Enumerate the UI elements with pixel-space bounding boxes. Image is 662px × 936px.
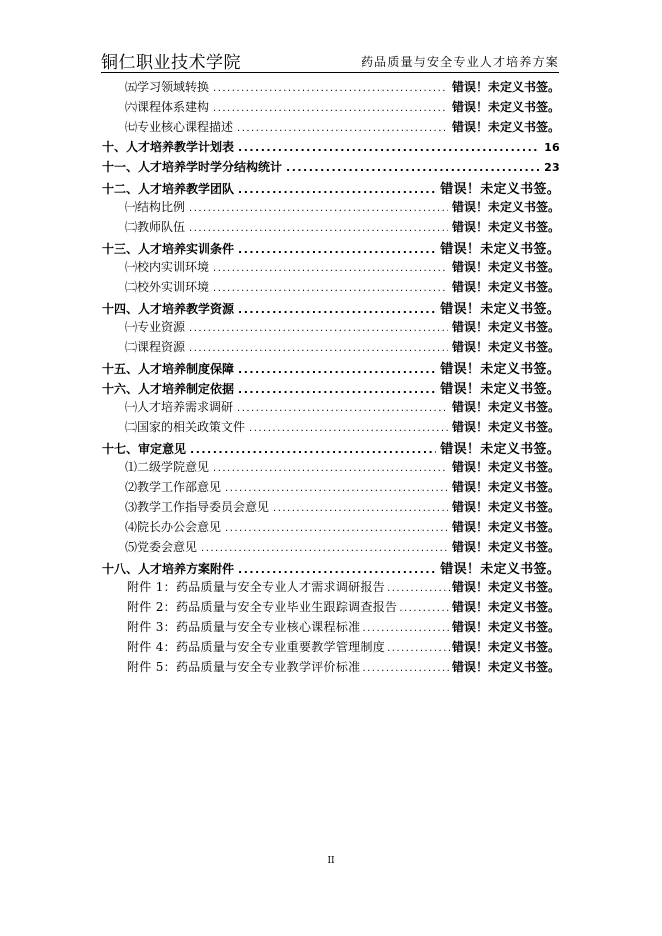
toc-entry[interactable] bbox=[125, 478, 560, 498]
toc-entry-title: 十二、人才培养教学团队 bbox=[102, 182, 235, 196]
toc-entry-page: 错误！未定义书签。 bbox=[451, 660, 560, 674]
toc-entry-page: 错误！未定义书签。 bbox=[440, 562, 560, 577]
toc-entry[interactable] bbox=[102, 358, 560, 378]
toc-entry-title: 十一、人才培养学时学分结构统计 bbox=[102, 160, 283, 174]
toc-entry-page: 错误！未定义书签。 bbox=[451, 480, 560, 494]
toc-entry[interactable] bbox=[125, 398, 560, 418]
toc-leader-dots bbox=[213, 103, 448, 114]
toc-entry[interactable] bbox=[125, 98, 560, 118]
toc-entry[interactable] bbox=[102, 438, 560, 458]
toc-leader-dots bbox=[399, 603, 451, 614]
toc-entry[interactable] bbox=[125, 118, 560, 138]
toc-entry-page: 16 bbox=[544, 141, 560, 154]
toc-entry[interactable] bbox=[127, 638, 560, 658]
toc-leader-dots bbox=[238, 183, 436, 196]
toc-entry-page: 错误！未定义书签。 bbox=[440, 362, 560, 377]
toc-entry-page: 错误！未定义书签。 bbox=[451, 280, 560, 294]
toc-entry-page: 错误！未定义书签。 bbox=[451, 400, 560, 414]
school-name: 铜仁职业技术学院 bbox=[101, 53, 241, 73]
toc-entry-page: 错误！未定义书签。 bbox=[451, 500, 560, 514]
toc-entry-title: ㈠校内实训环境 bbox=[125, 260, 210, 274]
toc-leader-dots bbox=[238, 383, 436, 396]
toc-entry-title: ㈦专业核心课程描述 bbox=[125, 120, 234, 134]
toc-entry-title: 十六、人才培养制定依据 bbox=[102, 382, 235, 396]
toc-leader-dots bbox=[362, 663, 451, 674]
toc-entry-page: 错误！未定义书签。 bbox=[440, 242, 560, 257]
toc-entry-title: ㈡校外实训环境 bbox=[125, 280, 210, 294]
toc-entry-page: 错误！未定义书签。 bbox=[451, 540, 560, 554]
toc-leader-dots bbox=[225, 523, 448, 534]
toc-entry[interactable] bbox=[125, 218, 560, 238]
toc-leader-dots bbox=[286, 161, 540, 174]
toc-leader-dots bbox=[238, 243, 436, 256]
toc-entry[interactable] bbox=[125, 78, 560, 98]
toc-leader-dots bbox=[213, 463, 448, 474]
toc-entry[interactable] bbox=[125, 318, 560, 338]
toc-entry-page: 错误！未定义书签。 bbox=[451, 420, 560, 434]
toc-entry[interactable] bbox=[125, 498, 560, 518]
toc-leader-dots bbox=[249, 423, 448, 434]
toc-entry[interactable] bbox=[125, 538, 560, 558]
toc-entry-title: 附件 1：药品质量与安全专业人才需求调研报告 bbox=[127, 580, 386, 594]
document-title: 药品质量与安全专业人才培养方案 bbox=[360, 55, 559, 69]
toc-entry-page: 错误！未定义书签。 bbox=[451, 260, 560, 274]
toc-entry-title: 十四、人才培养教学资源 bbox=[102, 302, 235, 316]
toc-leader-dots bbox=[237, 123, 448, 134]
toc-entry-title: ⑶教学工作指导委员会意见 bbox=[125, 500, 270, 514]
toc-entry[interactable] bbox=[127, 578, 560, 598]
toc-entry-page: 错误！未定义书签。 bbox=[440, 442, 560, 457]
toc-entry-title: ⑴二级学院意见 bbox=[125, 460, 210, 474]
toc-entry-page: 错误！未定义书签。 bbox=[451, 120, 560, 134]
toc-leader-dots bbox=[189, 223, 448, 234]
toc-entry-title: 十、人才培养教学计划表 bbox=[102, 140, 235, 154]
toc-entry[interactable] bbox=[125, 418, 560, 438]
toc-entry-title: ⑷院长办公会意见 bbox=[125, 520, 222, 534]
toc-entry-title: ㈠结构比例 bbox=[125, 200, 186, 214]
toc-entry[interactable] bbox=[127, 598, 560, 618]
toc-entry-title: ㈠专业资源 bbox=[125, 320, 186, 334]
toc-entry[interactable] bbox=[125, 338, 560, 358]
toc-entry-page: 错误！未定义书签。 bbox=[451, 620, 560, 634]
toc-entry-page: 错误！未定义书签。 bbox=[440, 382, 560, 397]
toc-entry[interactable] bbox=[125, 458, 560, 478]
toc-entry[interactable] bbox=[102, 378, 560, 398]
toc-leader-dots bbox=[189, 323, 448, 334]
toc-entry-page: 错误！未定义书签。 bbox=[451, 200, 560, 214]
toc-entry-page: 错误！未定义书签。 bbox=[451, 320, 560, 334]
toc-leader-dots bbox=[237, 403, 448, 414]
toc-entry-page: 错误！未定义书签。 bbox=[451, 220, 560, 234]
toc-leader-dots bbox=[190, 443, 436, 456]
toc-entry-page: 错误！未定义书签。 bbox=[451, 600, 560, 614]
toc-leader-dots bbox=[225, 483, 448, 494]
toc-entry-title: ⑸党委会意见 bbox=[125, 540, 198, 554]
toc-leader-dots bbox=[213, 263, 448, 274]
toc-entry-page: 23 bbox=[544, 161, 560, 174]
toc-leader-dots bbox=[238, 363, 436, 376]
toc-leader-dots bbox=[238, 141, 540, 154]
toc-entry-page: 错误！未定义书签。 bbox=[451, 580, 560, 594]
toc-entry-title: 十七、审定意见 bbox=[102, 442, 187, 456]
toc-entry-title: ⑵教学工作部意见 bbox=[125, 480, 222, 494]
toc-entry[interactable] bbox=[125, 198, 560, 218]
toc-entry[interactable] bbox=[125, 258, 560, 278]
toc-entry-title: 附件 2：药品质量与安全专业毕业生跟踪调查报告 bbox=[127, 600, 398, 614]
toc-entry-page: 错误！未定义书签。 bbox=[451, 340, 560, 354]
toc-entry-title: ㈡教师队伍 bbox=[125, 220, 186, 234]
toc-leader-dots bbox=[362, 623, 451, 634]
toc-leader-dots bbox=[201, 543, 448, 554]
toc-entry-title: ㈡国家的相关政策文件 bbox=[125, 420, 246, 434]
toc-entry-title: ㈥课程体系建构 bbox=[125, 100, 210, 114]
toc-entry-title: 附件 3：药品质量与安全专业核心课程标准 bbox=[127, 620, 361, 634]
toc-entry[interactable] bbox=[102, 298, 560, 318]
toc-entry[interactable] bbox=[102, 178, 560, 198]
page-header bbox=[101, 46, 559, 73]
toc-leader-dots bbox=[238, 563, 436, 576]
toc-entry-title: 附件 4：药品质量与安全专业重要教学管理制度 bbox=[127, 640, 386, 654]
toc-entry-title: 十八、人才培养方案附件 bbox=[102, 562, 235, 576]
toc-entry-title: 附件 5：药品质量与安全专业教学评价标准 bbox=[127, 660, 361, 674]
toc-entry-title: ㈤学习领域转换 bbox=[125, 80, 210, 94]
toc-leader-dots bbox=[213, 283, 448, 294]
toc-entry-page: 错误！未定义书签。 bbox=[451, 460, 560, 474]
toc-entry-title: ㈠人才培养需求调研 bbox=[125, 400, 234, 414]
toc-entry[interactable] bbox=[127, 618, 560, 638]
toc-entry-page: 错误！未定义书签。 bbox=[451, 640, 560, 654]
toc-entry-page: 错误！未定义书签。 bbox=[451, 520, 560, 534]
toc-entry-page: 错误！未定义书签。 bbox=[440, 302, 560, 317]
toc-entry[interactable] bbox=[102, 138, 560, 158]
toc-entry[interactable] bbox=[127, 658, 560, 678]
toc-entry-page: 错误！未定义书签。 bbox=[451, 80, 560, 94]
toc-entry-page: 错误！未定义书签。 bbox=[451, 100, 560, 114]
toc-leader-dots bbox=[238, 303, 436, 316]
toc-entry[interactable] bbox=[102, 558, 560, 578]
toc-entry[interactable] bbox=[125, 518, 560, 538]
toc-leader-dots bbox=[189, 203, 448, 214]
page-number: II bbox=[327, 856, 335, 866]
toc-leader-dots bbox=[387, 643, 451, 654]
toc-leader-dots bbox=[189, 343, 448, 354]
toc-entry-title: ㈡课程资源 bbox=[125, 340, 186, 354]
toc-entry-page: 错误！未定义书签。 bbox=[440, 182, 560, 197]
toc-entry-title: 十五、人才培养制度保障 bbox=[102, 362, 235, 376]
toc-leader-dots bbox=[387, 583, 451, 594]
toc-leader-dots bbox=[273, 503, 448, 514]
toc-entry-title: 十三、人才培养实训条件 bbox=[102, 242, 235, 256]
toc-entry[interactable] bbox=[125, 278, 560, 298]
toc-entry[interactable] bbox=[102, 158, 560, 178]
toc-entry[interactable] bbox=[102, 238, 560, 258]
toc-leader-dots bbox=[213, 83, 448, 94]
